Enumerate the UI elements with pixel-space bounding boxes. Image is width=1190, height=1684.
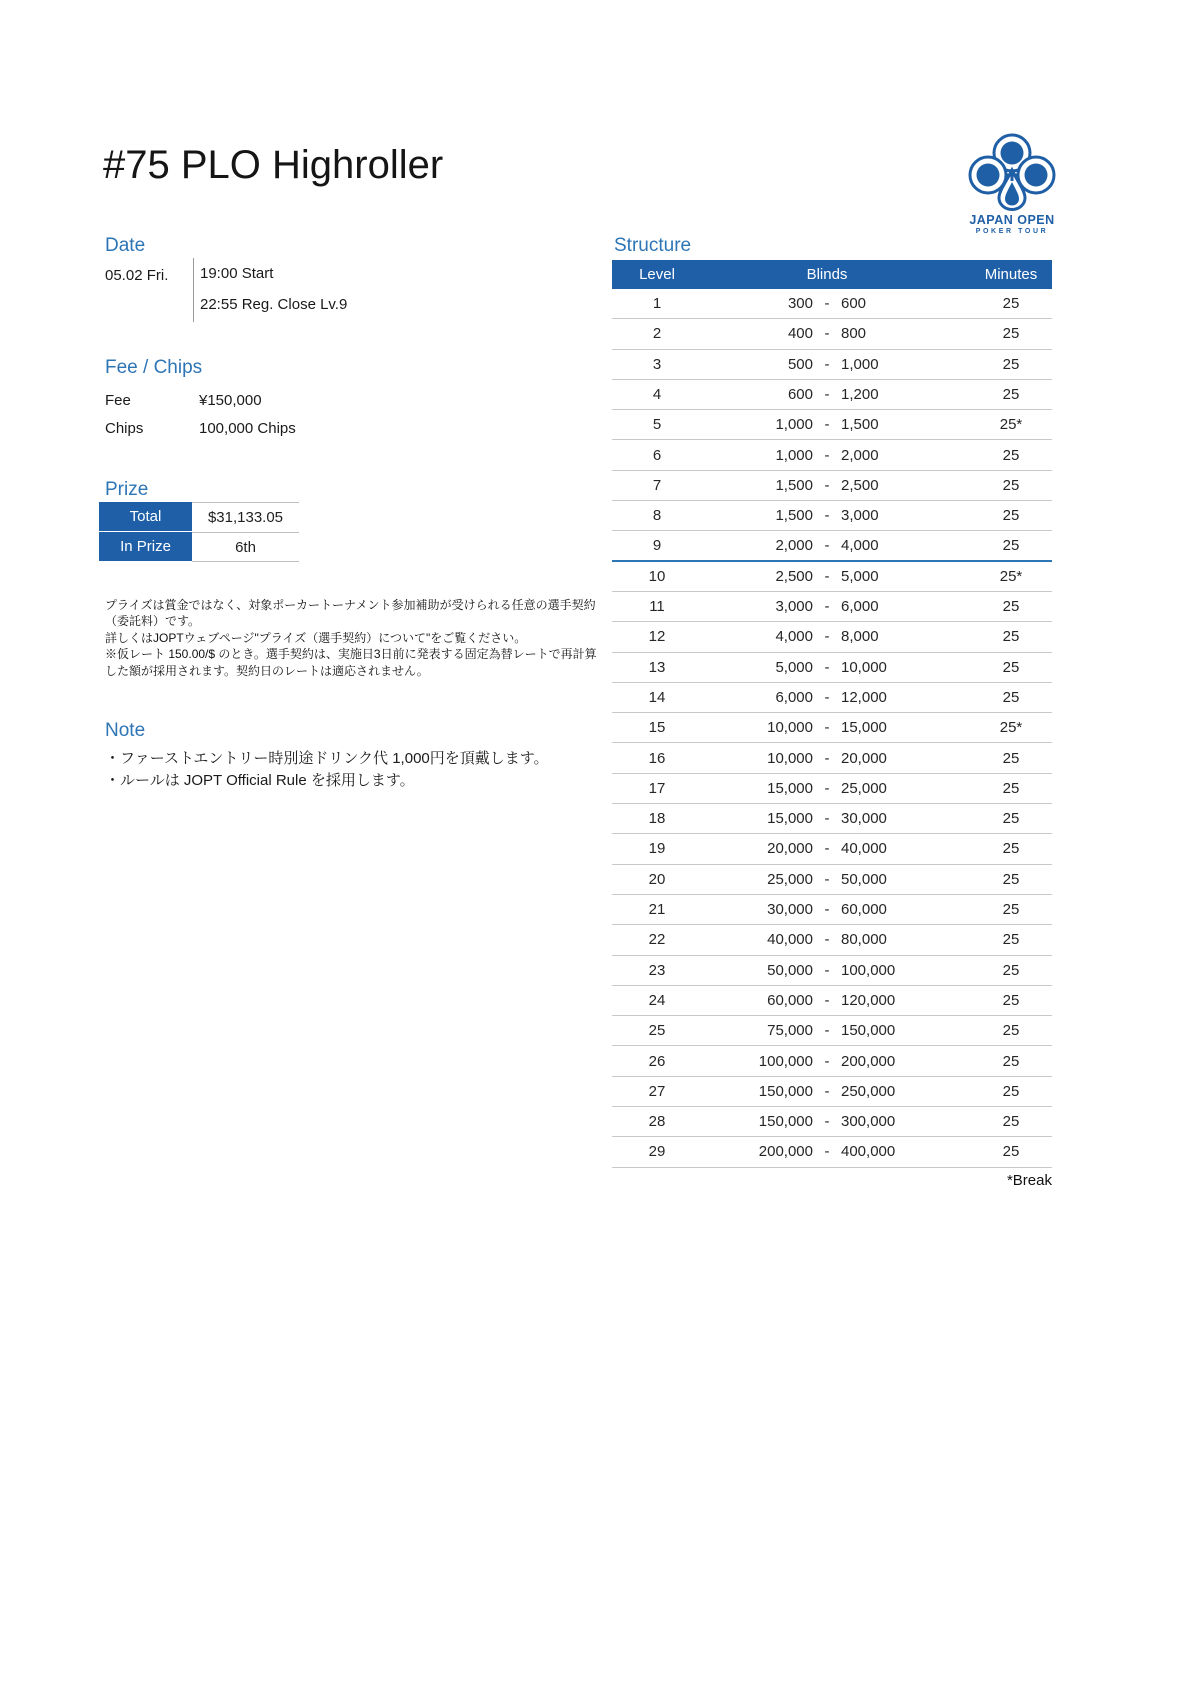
structure-row [612,713,1052,743]
structure-row [612,1107,1052,1137]
level-cell: 20 [648,870,666,888]
structure-row [612,471,1052,501]
big-blind-value: 1,200 [841,386,879,404]
small-blind-value: 75,000 [767,1022,813,1040]
structure-row [612,895,1052,925]
level-cell: 12 [648,628,666,646]
small-blind-value: 200,000 [758,1143,813,1161]
structure-row [612,380,1052,410]
prize-row [99,532,299,562]
big-blind-value: 40,000 [841,840,887,858]
minutes-cell: 25 [1002,446,1020,464]
minutes-cell: 25 [1002,658,1020,676]
date-schedule-item: 19:00 Start [200,265,274,282]
structure-row [612,1016,1052,1046]
blinds-cell [702,1053,952,1070]
blinds-cell [702,901,952,918]
date-schedule-item: 22:55 Reg. Close Lv.9 [200,296,348,313]
blinds-dash: - [824,961,830,979]
big-blind-value: 4,000 [841,537,879,555]
blinds-dash: - [824,689,830,706]
structure-row [612,683,1052,713]
small-blind-value: 4,000 [775,628,813,646]
minutes-cell: 25 [1002,991,1020,1009]
minutes-cell: 25 [1002,931,1020,949]
level-cell: 21 [648,901,666,919]
blinds-cell [702,416,952,433]
date-divider [193,258,194,322]
small-blind-value: 1,000 [775,446,813,464]
structure-row [612,592,1052,622]
minutes-cell: 25 [1002,961,1020,979]
small-blind-value: 400 [787,325,813,343]
structure-row [612,743,1052,773]
blinds-cell [702,537,952,554]
minutes-cell: 25 [1002,1082,1020,1100]
blinds-cell [702,1083,952,1100]
blinds-cell [702,719,952,736]
structure-row [612,925,1052,955]
level-cell: 11 [649,598,665,616]
note-item: ・ファーストエントリー時別途ドリンク代 1,000円を頂戴します。 [105,750,549,767]
structure-section-heading: Structure [614,235,692,256]
structure-row [612,956,1052,986]
prize-row [99,502,299,531]
disclaimer-paragraph: プライズは賞金ではなく、対象ポーカートーナメント参加補助が受けられる任意の選手契約（委託料）です。 [105,598,596,629]
small-blind-value: 15,000 [767,779,813,797]
break-footnote: *Break [1006,1172,1052,1189]
small-blind-value: 10,000 [767,749,813,767]
blinds-dash: - [824,1143,830,1161]
structure-row [612,804,1052,834]
small-blind-value: 6,000 [775,689,813,706]
fee-chips-section-heading: Fee / Chips [105,357,203,378]
blinds-dash: - [824,355,830,373]
big-blind-value: 1,500 [841,416,879,434]
blinds-cell [702,780,952,797]
level-cell: 29 [648,1143,666,1161]
minutes-cell: 25 [1002,870,1020,888]
blinds-dash: - [824,658,830,676]
big-blind-value: 200,000 [841,1052,896,1070]
small-blind-value: 5,000 [775,658,813,676]
blinds-dash: - [824,1113,830,1131]
prize-section-heading: Prize [105,479,149,500]
fee-chips-label: Chips [105,419,144,437]
blinds-dash: - [824,991,830,1009]
small-blind-value: 150,000 [758,1082,813,1100]
prize-label: In Prize [99,532,192,561]
minutes-cell: 25 [1002,840,1020,858]
minutes-cell: 25 [1002,628,1020,646]
blinds-dash: - [824,537,830,555]
blinds-cell [702,962,952,979]
prize-value: $31,133.05 [192,502,299,531]
jopt-club-logo-icon [966,132,1058,212]
small-blind-value: 15,000 [767,810,813,828]
minutes-cell: 25 [1002,901,1020,919]
structure-row [612,289,1052,319]
level-cell: 7 [652,476,662,494]
blinds-cell [702,386,952,403]
date-section-heading: Date [105,235,146,256]
big-blind-value: 120,000 [841,991,896,1009]
small-blind-value: 1,000 [775,416,813,434]
big-blind-value: 600 [841,295,867,313]
blinds-cell [702,507,952,524]
level-cell: 10 [648,567,666,585]
column-header-blinds: Blinds [806,266,848,283]
blinds-cell [702,447,952,464]
blinds-dash: - [824,1082,830,1100]
small-blind-value: 20,000 [767,840,813,858]
small-blind-value: 150,000 [758,1113,813,1131]
structure-row [612,653,1052,683]
level-cell: 13 [648,658,666,676]
blinds-dash: - [824,749,830,767]
prize-disclaimer [105,597,605,679]
minutes-cell: 25 [1002,537,1020,555]
level-cell: 1 [652,295,662,313]
big-blind-value: 250,000 [841,1082,896,1100]
big-blind-value: 3,000 [841,507,879,525]
blinds-cell [702,750,952,767]
small-blind-value: 2,000 [775,537,813,555]
level-cell: 9 [652,537,662,555]
small-blind-value: 30,000 [767,901,813,919]
minutes-cell: 25 [1002,1143,1020,1161]
big-blind-value: 2,500 [841,476,879,494]
prize-label: Total [99,502,192,531]
fee-chips-row [105,386,296,414]
logo-wordmark: JAPAN OPEN [969,213,1055,227]
blinds-dash: - [824,810,830,828]
blinds-dash: - [824,931,830,949]
blinds-dash: - [824,416,830,434]
blinds-cell [702,477,952,494]
blinds-dash: - [824,840,830,858]
blinds-cell [702,1143,952,1160]
disclaimer-paragraph: 詳しくはJOPTウェブページ"プライズ（選手契約）について"をご覧ください。 [105,630,527,645]
minutes-cell: 25 [1002,1022,1020,1040]
minutes-cell: 25 [1002,1113,1020,1131]
blinds-cell [702,598,952,615]
structure-row [612,622,1052,652]
big-blind-value: 100,000 [841,961,896,979]
column-header-level: Level [639,266,675,283]
structure-row [612,501,1052,531]
blinds-dash: - [824,507,830,525]
blinds-cell [702,325,952,342]
blinds-dash: - [824,719,830,737]
minutes-cell: 25* [999,416,1023,434]
blinds-cell [702,659,952,676]
small-blind-value: 25,000 [767,870,813,888]
minutes-cell: 25 [1002,810,1020,828]
big-blind-value: 15,000 [841,719,887,737]
minutes-cell: 25 [1002,325,1020,343]
big-blind-value: 300,000 [841,1113,896,1131]
structure-table-body [612,289,1052,1168]
minutes-cell: 25 [1002,295,1020,313]
small-blind-value: 100,000 [758,1052,813,1070]
note-list [105,748,585,791]
level-cell: 17 [648,779,666,797]
structure-row [612,562,1052,592]
level-cell: 26 [648,1052,666,1070]
blinds-dash: - [824,598,830,616]
minutes-cell: 25 [1002,779,1020,797]
structure-row [612,319,1052,349]
structure-row [612,986,1052,1016]
small-blind-value: 50,000 [767,961,813,979]
level-cell: 18 [648,810,666,828]
fee-chips-value: 100,000 Chips [199,419,296,437]
blinds-dash: - [824,1022,830,1040]
minutes-cell: 25 [1002,749,1020,767]
prize-table [99,502,299,563]
note-item: ・ルールは JOPT Official Rule を採用します。 [105,771,415,789]
level-cell: 4 [652,386,662,404]
blinds-dash: - [824,295,830,313]
level-cell: 8 [652,507,662,525]
small-blind-value: 300 [787,295,813,313]
big-blind-value: 60,000 [841,901,887,919]
blinds-dash: - [824,901,830,919]
blinds-cell [702,840,952,857]
date-day: 05.02 Fri. [105,267,169,284]
blinds-dash: - [824,386,830,404]
structure-row [612,774,1052,804]
level-cell: 25 [648,1022,666,1040]
structure-row [612,1046,1052,1076]
big-blind-value: 5,000 [841,567,879,585]
level-cell: 28 [648,1113,666,1131]
blinds-dash: - [824,476,830,494]
blinds-cell [702,810,952,827]
fee-chips-value: ¥150,000 [199,391,262,409]
structure-row [612,1077,1052,1107]
level-cell: 27 [648,1082,666,1100]
prize-value: 6th [192,532,299,562]
big-blind-value: 400,000 [841,1143,896,1161]
big-blind-value: 12,000 [841,689,887,706]
structure-row [612,440,1052,470]
small-blind-value: 40,000 [767,931,813,949]
big-blind-value: 2,000 [841,446,879,464]
structure-row [612,410,1052,440]
minutes-cell: 25* [999,567,1023,585]
big-blind-value: 150,000 [841,1022,896,1040]
date-schedule [200,262,347,324]
small-blind-value: 2,500 [775,567,813,585]
blinds-dash: - [824,628,830,646]
blinds-cell [702,628,952,645]
level-cell: 3 [652,355,662,373]
blinds-dash: - [824,567,830,585]
fee-chips-row [105,414,296,442]
big-blind-value: 25,000 [841,779,887,797]
big-blind-value: 6,000 [841,598,879,616]
small-blind-value: 3,000 [775,598,813,616]
structure-table-header [612,260,1052,289]
small-blind-value: 600 [787,386,813,404]
small-blind-value: 1,500 [775,507,813,525]
small-blind-value: 500 [787,355,813,373]
blinds-dash: - [824,446,830,464]
big-blind-value: 30,000 [841,810,887,828]
page-title: #75 PLO Highroller [103,143,444,187]
level-cell: 24 [648,991,666,1009]
structure-row [612,865,1052,895]
blinds-dash: - [824,870,830,888]
big-blind-value: 8,000 [841,628,879,646]
blinds-dash: - [824,325,830,343]
minutes-cell: 25* [999,719,1023,737]
structure-table [612,260,1052,1168]
blinds-cell [702,1113,952,1130]
blinds-cell [702,1022,952,1039]
level-cell: 2 [652,325,662,343]
structure-row [612,531,1052,561]
column-header-minutes: Minutes [984,266,1038,283]
minutes-cell: 25 [1002,355,1020,373]
level-cell: 14 [648,689,666,706]
big-blind-value: 80,000 [841,931,887,949]
minutes-cell: 25 [1002,598,1020,616]
structure-row [612,834,1052,864]
level-cell: 16 [648,749,666,767]
minutes-cell: 25 [1002,507,1020,525]
minutes-cell: 25 [1002,386,1020,404]
blinds-cell [702,356,952,373]
level-cell: 5 [652,416,662,434]
small-blind-value: 10,000 [767,719,813,737]
level-cell: 22 [648,931,666,949]
big-blind-value: 20,000 [841,749,887,767]
big-blind-value: 50,000 [841,870,887,888]
structure-row [612,350,1052,380]
big-blind-value: 1,000 [841,355,879,373]
small-blind-value: 1,500 [775,476,813,494]
level-cell: 19 [648,840,666,858]
level-cell: 6 [652,446,662,464]
blinds-cell [702,871,952,888]
blinds-cell [702,931,952,948]
fee-chips-label: Fee [105,391,131,409]
blinds-cell [702,689,952,706]
minutes-cell: 25 [1002,476,1020,494]
blinds-cell [702,295,952,312]
blinds-cell [702,568,952,585]
blinds-dash: - [824,779,830,797]
level-cell: 23 [648,961,666,979]
note-section-heading: Note [105,720,146,741]
minutes-cell: 25 [1002,1052,1020,1070]
level-cell: 15 [648,719,666,737]
big-blind-value: 10,000 [841,658,887,676]
logo-subtitle: POKER TOUR [975,228,1049,235]
blinds-dash: - [824,1052,830,1070]
big-blind-value: 800 [841,325,867,343]
small-blind-value: 60,000 [767,991,813,1009]
minutes-cell: 25 [1002,689,1020,706]
disclaimer-paragraph: ※仮レート 150.00/$ のとき。選手契約は、実施日3日前に発表する固定為替レートで再計算した額が採用されます。契約日のレートは適応されません。 [105,647,597,678]
fee-chips-table [105,386,296,442]
structure-row [612,1137,1052,1167]
blinds-cell [702,992,952,1009]
